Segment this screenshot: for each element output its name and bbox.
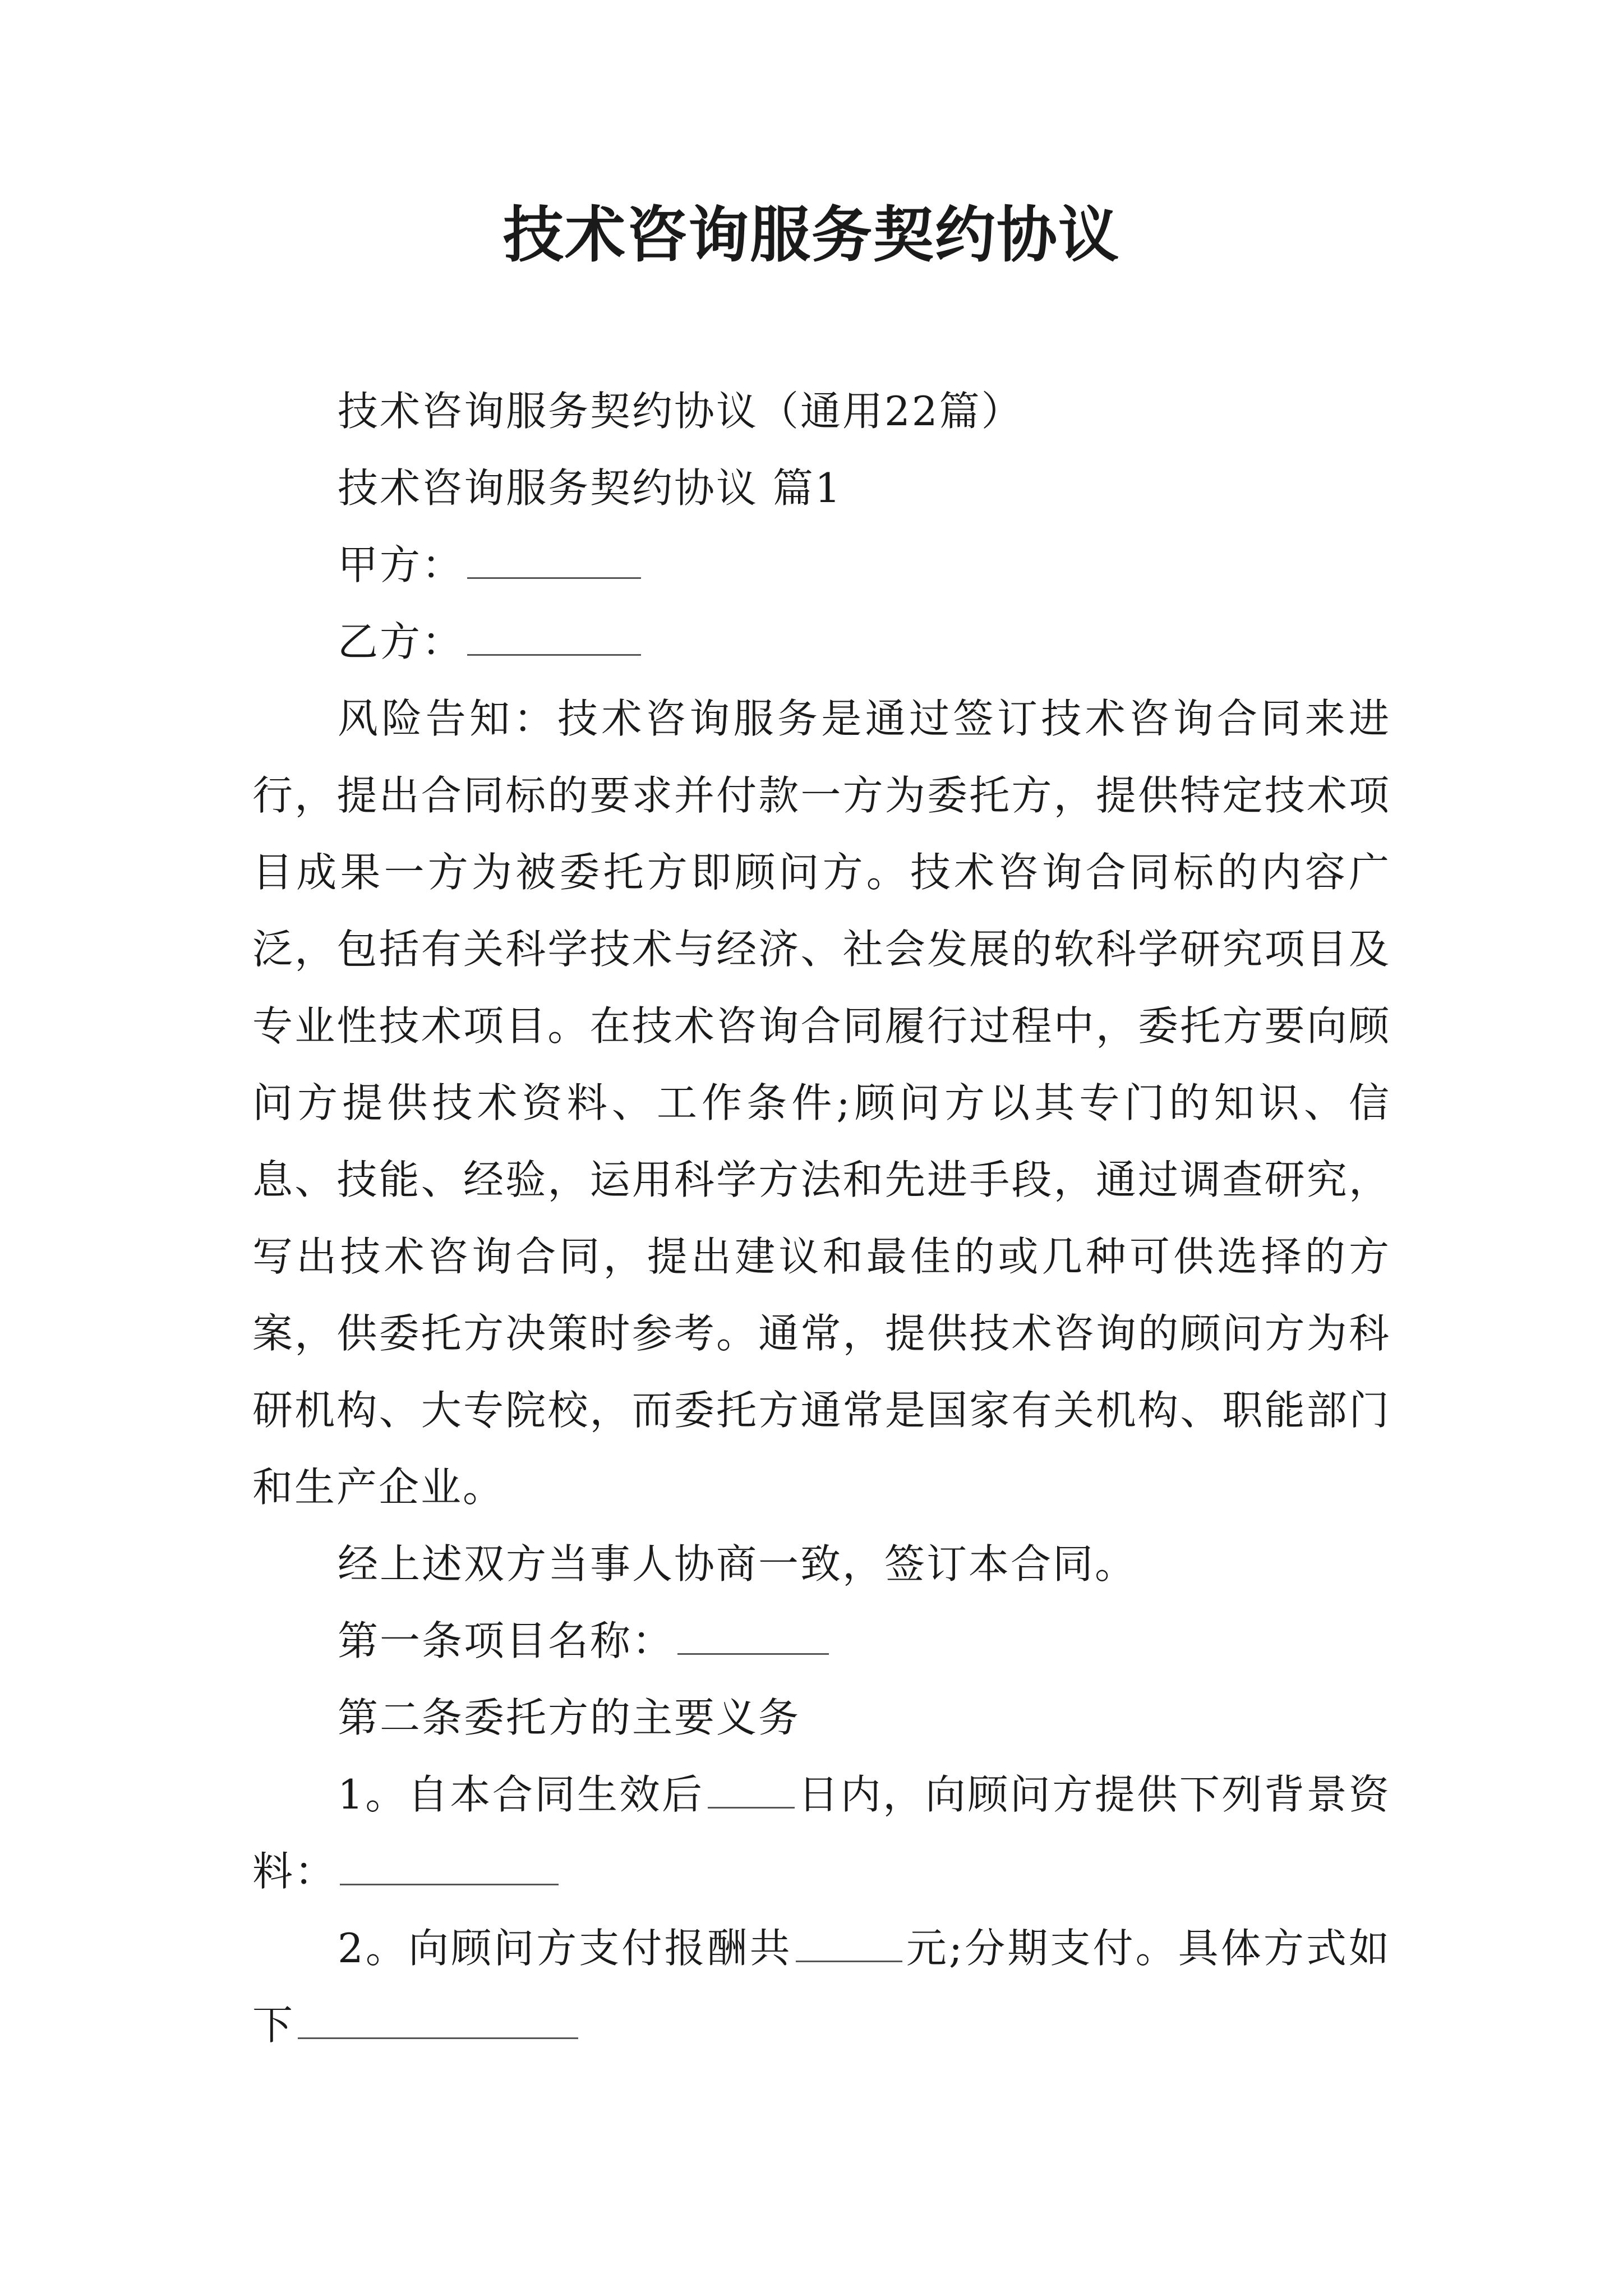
- party-a-label: 甲方：: [338, 541, 464, 588]
- agreement-paragraph: 经上述双方当事人协商一致，签订本合同。: [338, 1540, 1137, 1588]
- party-b-blank: [467, 620, 641, 656]
- party-a-line: [252, 527, 1391, 604]
- days-blank: [708, 1773, 795, 1809]
- party-b-line: [252, 604, 1391, 680]
- item1-paragraph: [252, 1756, 1391, 1910]
- item2-text-start: 2。向顾问方支付报酬共: [338, 1925, 792, 1972]
- item1-text-end: 日内，向顾问方提供下列背景资料：: [252, 1771, 1391, 1895]
- party-a-blank: [467, 544, 641, 579]
- payment-method-blank: [298, 2004, 578, 2039]
- background-materials-blank: [340, 1850, 559, 1885]
- party-b-label: 乙方：: [338, 618, 464, 665]
- article1-line: [252, 1603, 1391, 1680]
- item2-paragraph: [252, 1910, 1391, 2064]
- project-name-blank: [677, 1619, 829, 1655]
- article2-paragraph: 第二条委托方的主要义务: [338, 1694, 801, 1741]
- subtitle-paragraph: 技术咨询服务契约协议（通用22篇）: [338, 388, 1023, 435]
- fee-amount-blank: [796, 1927, 902, 1962]
- item1-text-start: 1。自本合同生效后: [338, 1771, 704, 1818]
- article1-label: 第一条项目名称：: [338, 1617, 675, 1664]
- risk-notice-paragraph: 风险告知：技术咨询服务是通过签订技术咨询合同来进行，提出合同标的要求并付款一方为委托方，提供特定技术项目成果一方为被委托方即顾问方。技术咨询合同标的内容广泛，包括有关科学技术与经济、社会发展的软科学研究项目及专业性技术项目。在技术咨询合同履行过程中，委托方要向顾问方提供技术资料、工作条件;顾问方以其专门的知识、信息、技能、经验，运用科学方法和先进手段，通过调查研究，写出技术咨询合同，提出建议和最佳的或几种可供选择的方案，供委托方决策时参考。通常，提供技术咨询的顾问方为科研机构、大专院校，而委托方通常是国家有关机构、职能部门和生产企业。: [252, 695, 1391, 1511]
- document-title: 技术咨询服务契约协议: [502, 200, 1120, 270]
- item2-text-end: 元;分期支付。具体方式如下: [252, 1925, 1391, 2049]
- heading-paragraph: 技术咨询服务契约协议 篇1: [338, 464, 842, 512]
- document-body: [252, 373, 1391, 2064]
